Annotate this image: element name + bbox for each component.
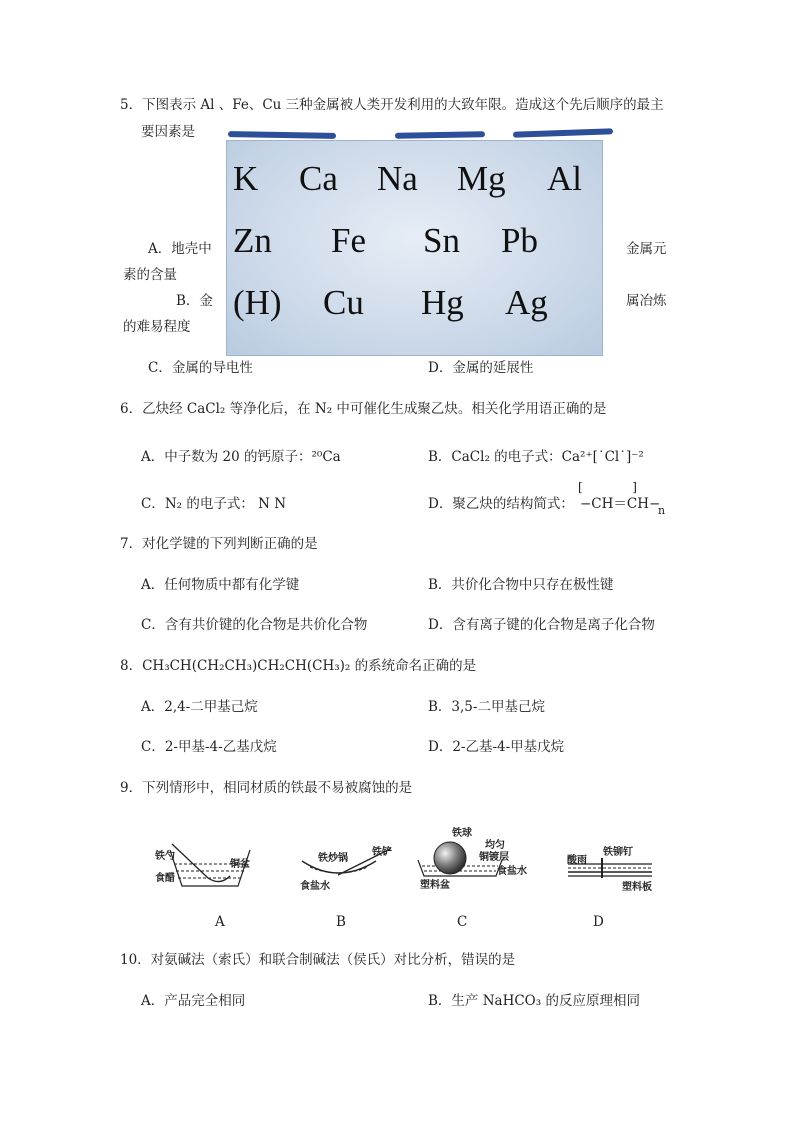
metal-symbol: Sn — [423, 221, 460, 260]
q10-option-b: B．生产 NaHCO₃ 的反应原理相同 — [428, 993, 640, 1009]
fig-a-caption: 铜盆 — [230, 859, 250, 870]
q7-option-b: B．共价化合物中只存在极性键 — [428, 577, 614, 593]
fig-a-label: A — [215, 914, 225, 930]
metal-symbol: Na — [377, 159, 418, 198]
q6-option-c: C．N₂ 的电子式： N N — [141, 496, 287, 512]
q5-stem-line2: 要因素是 — [141, 124, 195, 140]
fig-c-label: C — [457, 914, 468, 930]
metal-symbol: Al — [547, 159, 582, 198]
metal-symbol: Zn — [233, 221, 272, 260]
q7-option-d: D．含有离子键的化合物是离子化合物 — [428, 617, 655, 633]
fig-b-caption: 铁铲 — [372, 847, 392, 858]
fig-d-label: D — [593, 914, 604, 930]
q5-option-a: A．地壳中 — [148, 241, 212, 257]
fig-d-caption: 塑料板 — [622, 882, 652, 893]
fig-d-caption: 铁铆钉 — [603, 847, 633, 858]
fig-c-caption: 食盐水 — [497, 866, 527, 877]
fig-c-caption: 铜镀层 — [479, 852, 509, 863]
metal-symbol: Pb — [501, 221, 538, 260]
metal-symbol: Cu — [323, 283, 364, 322]
q8-option-a: A．2,4-二甲基己烷 — [141, 699, 258, 715]
metal-symbol: K — [233, 159, 259, 198]
q7-option-a: A．任何物质中都有化学键 — [141, 577, 300, 593]
q9-stem: 9．下列情形中，相同材质的铁最不易被腐蚀的是 — [120, 780, 413, 796]
fig-a-caption: 食醋 — [155, 873, 175, 884]
pen-stroke-mark — [395, 131, 485, 139]
q8-option-c: C．2-甲基-4-乙基戊烷 — [141, 739, 277, 755]
q8-option-b: B．3,5-二甲基己烷 — [428, 699, 545, 715]
metal-symbol: Mg — [457, 159, 506, 198]
q5-option-a-right: 金属元 — [626, 241, 667, 257]
q6-stem: 6．乙炔经 CaCl₂ 等净化后，在 N₂ 中可催化生成聚乙炔。相关化学用语正确的是 — [120, 401, 607, 417]
q5-option-a-cont: 素的含量 — [123, 267, 177, 283]
polymer-subscript: n — [658, 504, 666, 517]
metal-symbol: Ag — [505, 283, 548, 322]
q7-stem: 7．对化学键的下列判断正确的是 — [120, 536, 318, 552]
q6-option-b: B．CaCl₂ 的电子式：Ca²⁺[˙Cl˙]⁻² — [428, 449, 644, 465]
q6-option-a: A．中子数为 20 的钙原子：²⁰Ca — [141, 449, 341, 465]
q5-option-b: B．金 — [176, 293, 213, 309]
pen-stroke-mark — [228, 131, 336, 139]
q5-option-b-right: 属冶炼 — [626, 293, 667, 309]
q5-option-b-cont: 的难易程度 — [123, 319, 191, 335]
q8-stem: 8．CH₃CH(CH₂CH₃)CH₂CH(CH₃)₂ 的系统命名正确的是 — [120, 658, 477, 674]
q5-stem-line1: 5．下图表示 Al 、Fe、Cu 三种金属被人类开发利用的大致年限。造成这个先后顺序的最主 — [120, 97, 664, 113]
metal-symbol: (H) — [233, 283, 282, 322]
metal-symbol: Fe — [331, 221, 366, 260]
q6-option-d: D．聚乙炔的结构简式： — [428, 496, 574, 512]
fig-b-label: B — [336, 914, 346, 930]
fig-c-caption: 均匀 — [485, 840, 505, 851]
q5-option-c: C．金属的导电性 — [148, 360, 253, 376]
q10-stem: 10．对氨碱法（索氏）和联合制碱法（侯氏）对比分析，错误的是 — [120, 952, 516, 968]
fig-b-caption: 食盐水 — [300, 881, 330, 892]
bracket-top: [ ] — [578, 480, 637, 494]
fig-a-caption: 铁勺 — [155, 851, 175, 862]
q5-option-d: D．金属的延展性 — [428, 360, 534, 376]
q7-option-c: C．含有共价键的化合物是共价化合物 — [141, 617, 368, 633]
fig-b-caption: 铁炒锅 — [318, 853, 348, 864]
fig-c-caption: 塑料盆 — [420, 880, 450, 891]
metal-symbol: Ca — [299, 159, 338, 198]
q10-option-a: A．产品完全相同 — [141, 993, 246, 1009]
metal-symbol: Hg — [421, 283, 464, 322]
metal-activity-figure — [226, 140, 603, 356]
polyacetylene-formula: −CH＝CH− — [580, 496, 661, 512]
fig-d-caption: 酸雨 — [567, 855, 587, 866]
pen-stroke-mark — [513, 128, 613, 137]
q8-option-d: D．2-乙基-4-甲基戊烷 — [428, 739, 565, 755]
fig-c-caption: 铁球 — [452, 828, 472, 839]
